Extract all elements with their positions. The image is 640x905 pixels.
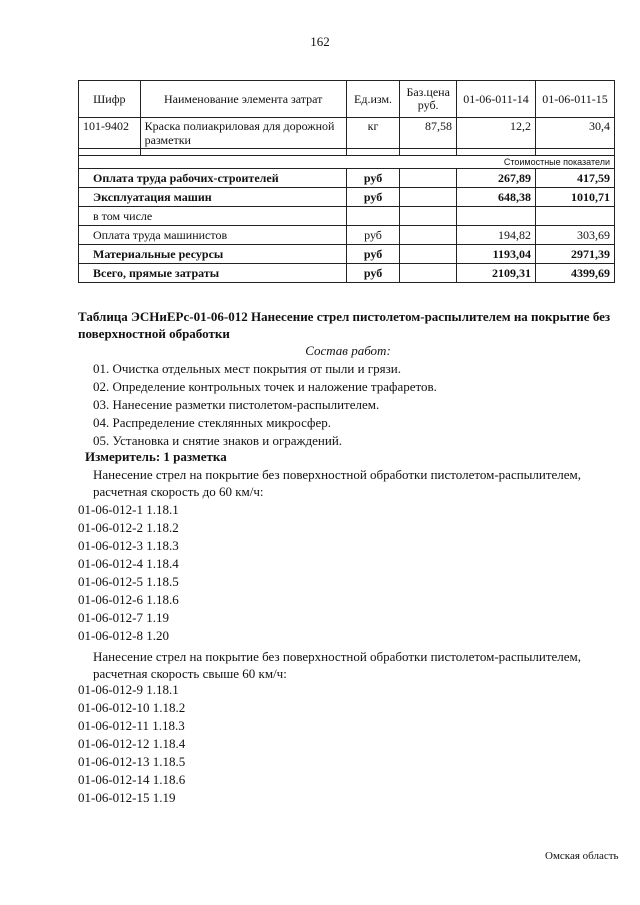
summary-value-1: 2109,31: [457, 264, 536, 283]
row-value-1: 12,2: [457, 118, 536, 149]
summary-value-2: 417,59: [536, 169, 615, 188]
composition-label: Состав работ:: [305, 343, 391, 358]
code-item: 01-06-012-5 1.18.5: [78, 574, 179, 589]
cost-table: [78, 80, 615, 283]
row-base-price: 87,58: [400, 118, 457, 149]
header-col1: 01-06-011-14: [457, 81, 536, 118]
code-item: 01-06-012-4 1.18.4: [78, 556, 179, 571]
row-value-2: 30,4: [536, 118, 615, 149]
group2-description: Нанесение стрел на покрытие без поверхностной обработки пистолетом-распылителем, расчетная скорость свыше 60 км/ч:: [93, 649, 582, 681]
code-item: 01-06-012-14 1.18.6: [78, 772, 186, 787]
summary-row: [79, 245, 615, 264]
meter-label: Измеритель: 1 разметка: [85, 449, 227, 464]
code-item: 01-06-012-9 1.18.1: [78, 682, 179, 697]
code-item: 01-06-012-7 1.19: [78, 610, 169, 625]
header-base-price: Баз.цена руб.: [400, 81, 457, 118]
work-item: 05. Установка и снятие знаков и ограждений.: [93, 433, 343, 448]
summary-unit: руб: [346, 264, 400, 283]
table-row: [79, 118, 615, 149]
works-list: [93, 360, 613, 450]
summary-row: [79, 207, 615, 226]
summary-label: Всего, прямые затраты: [79, 264, 347, 283]
header-col2: 01-06-011-15: [536, 81, 615, 118]
summary-value-1: 1193,04: [457, 245, 536, 264]
summary-unit: руб: [346, 169, 400, 188]
group2-codes: [78, 681, 378, 807]
summary-unit: [346, 207, 400, 226]
code-item: 01-06-012-2 1.18.2: [78, 520, 179, 535]
table-body: [79, 118, 615, 283]
summary-value-2: [536, 207, 615, 226]
work-item: 04. Распределение стеклянных микросфер.: [93, 415, 331, 430]
code-item: 01-06-012-13 1.18.5: [78, 754, 186, 769]
summary-label: в том числе: [79, 207, 347, 226]
row-name: Краска полиакриловая для дорожной разметки: [140, 118, 346, 149]
code-item: 01-06-012-6 1.18.6: [78, 592, 179, 607]
row-code: 101-9402: [79, 118, 141, 149]
code-item: 01-06-012-15 1.19: [78, 790, 176, 805]
group1-description: Нанесение стрел на покрытие без поверхностной обработки пистолетом-распылителем, расчетная скорость до 60 км/ч:: [93, 467, 582, 499]
row-unit: кг: [346, 118, 400, 149]
summary-unit: руб: [346, 188, 400, 207]
summary-value-1: 648,38: [457, 188, 536, 207]
summary-label: Материальные ресурсы: [79, 245, 347, 264]
summary-label: Оплата труда машинистов: [79, 226, 347, 245]
page-number: 162: [310, 34, 330, 49]
summary-base: [400, 264, 457, 283]
summary-value-2: 2971,39: [536, 245, 615, 264]
indicators-label: Стоимостные показатели: [79, 156, 615, 169]
summary-base: [400, 245, 457, 264]
code-item: 01-06-012-8 1.20: [78, 628, 169, 643]
summary-value-2: 4399,69: [536, 264, 615, 283]
header-code: Шифр: [79, 81, 141, 118]
summary-base: [400, 188, 457, 207]
section-title: Таблица ЭСНиЕРс-01-06-012 Нанесение стрел пистолетом-распылителем на покрытие без поверхностной обработки: [78, 309, 611, 341]
summary-value-1: [457, 207, 536, 226]
summary-label: Оплата труда рабочих-строителей: [79, 169, 347, 188]
header-unit: Ед.изм.: [346, 81, 400, 118]
summary-unit: руб: [346, 226, 400, 245]
summary-label: Эксплуатация машин: [79, 188, 347, 207]
code-item: 01-06-012-10 1.18.2: [78, 700, 186, 715]
group1-codes: [78, 501, 378, 645]
work-item: 01. Очистка отдельных мест покрытия от пыли и грязи.: [93, 361, 401, 376]
summary-unit: руб: [346, 245, 400, 264]
header-name: Наименование элемента затрат: [140, 81, 346, 118]
indicators-row: [79, 156, 615, 169]
code-item: 01-06-012-12 1.18.4: [78, 736, 186, 751]
summary-row: [79, 169, 615, 188]
code-item: 01-06-012-11 1.18.3: [78, 718, 185, 733]
summary-value-2: 1010,71: [536, 188, 615, 207]
spacer-row: [79, 149, 615, 156]
summary-base: [400, 226, 457, 245]
summary-row: [79, 226, 615, 245]
table-header-row: [79, 81, 615, 118]
code-item: 01-06-012-1 1.18.1: [78, 502, 179, 517]
work-item: 03. Нанесение разметки пистолетом-распылителем.: [93, 397, 380, 412]
summary-row: [79, 188, 615, 207]
summary-row: [79, 264, 615, 283]
code-item: 01-06-012-3 1.18.3: [78, 538, 179, 553]
summary-base: [400, 207, 457, 226]
summary-base: [400, 169, 457, 188]
summary-value-1: 194,82: [457, 226, 536, 245]
summary-value-2: 303,69: [536, 226, 615, 245]
summary-value-1: 267,89: [457, 169, 536, 188]
page-footer: Омская область: [545, 850, 619, 862]
work-item: 02. Определение контрольных точек и наложение трафаретов.: [93, 379, 437, 394]
